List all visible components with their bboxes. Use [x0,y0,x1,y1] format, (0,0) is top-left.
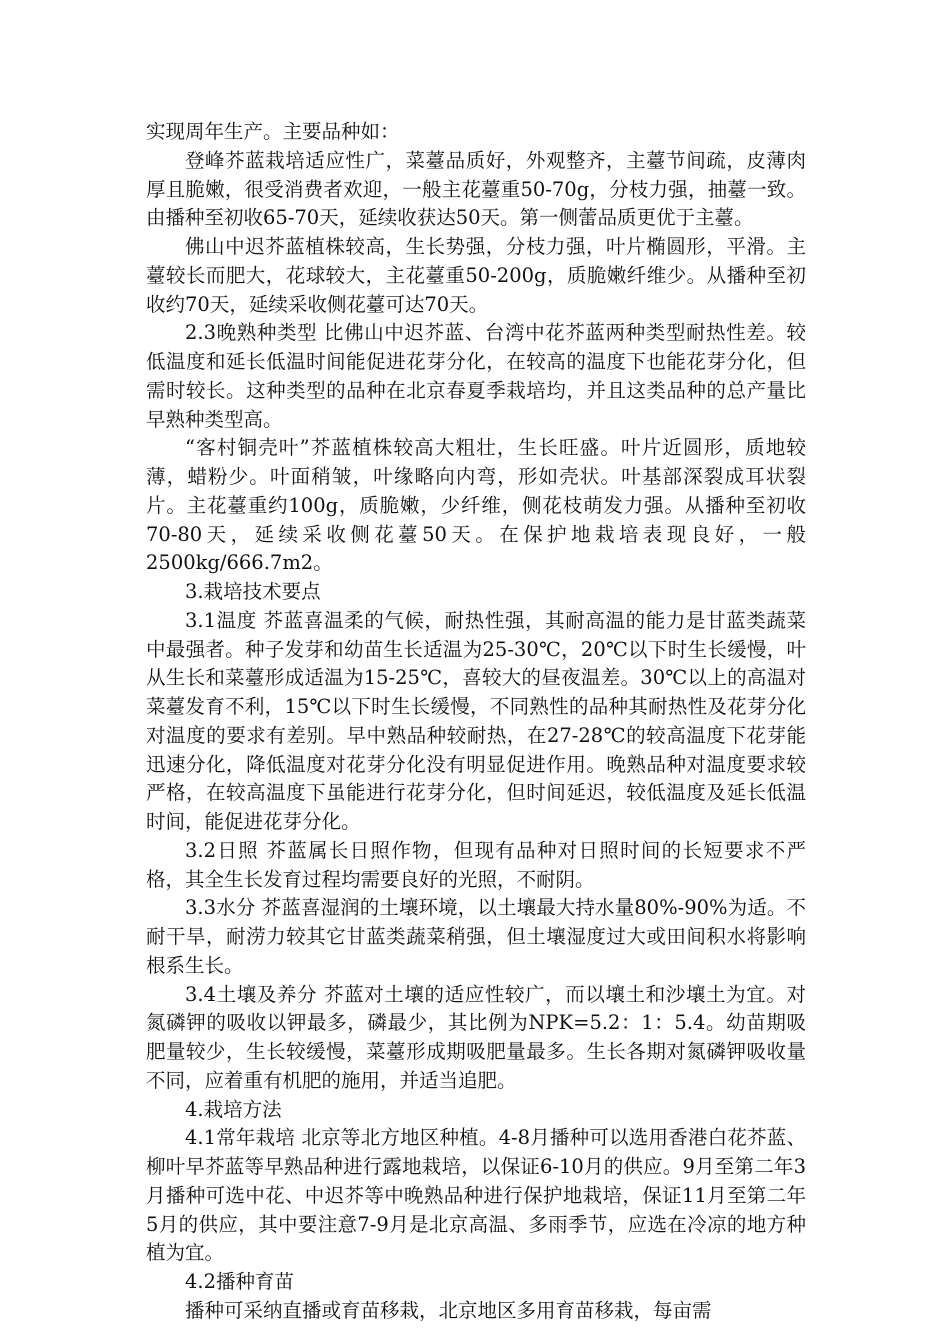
paragraph-temperature: 3.1温度 芥蓝喜温柔的气候，耐热性强，其耐高温的能力是甘蓝类蔬菜中最强者。种子发芽和幼苗生长适温为25-30℃，20℃以下时生长缓慢，叶从生长和菜薹形成适温为15-25℃，喜较大的昼夜温差。30℃以上的高温对菜薹发育不利，15℃以下时生长缓慢，不同熟性的品种其耐热性及花芽分化对温度的要求有差别。早中熟品种较耐热，在27-28℃的较高温度下花芽能迅速分化，降低温度对花芽分化没有明显促进作用。晚熟品种对温度要求较严格，在较高温度下虽能进行花芽分化，但时间延迟，较低温度及延长低温时间，能促进花芽分化。 [146,608,806,833]
paragraph-year-round-cultivation: 4.1常年栽培 北京等北方地区种植。4-8月播种可以选用香港白花芥蓝、柳叶早芥蓝等早熟品种进行露地栽培，以保证6-10月的供应。9月至第二年3月播种可选中花、中迟芥等中晚熟品种进行保护地栽培，保证11月至第二年5月的供应，其中要注意7-9月是北京高温、多雨季节，应选在冷凉的地方种植为宜。 [146,1126,806,1265]
paragraph-soil-nutrients: 3.4土壤及养分 芥蓝对土壤的适应性较广，而以壤土和沙壤土为宜。对氮磷钾的吸收以钾最多，磷最少，其比例为NPK=5.2：1：5.4。幼苗期吸肥量较少，生长较缓慢，菜薹形成期吸肥量最多。生长各期对氮磷钾吸收量不同，应着重有机肥的施用，并适当追肥。 [146,982,806,1092]
paragraph-intro-continuation: 实现周年生产。主要品种如： [146,120,400,143]
paragraph-foshan-variety: 佛山中迟芥蓝植株较高，生长势强，分枝力强，叶片椭圆形，平滑。主薹较长而肥大，花球较大，主花薹重50-200g，质脆嫩纤维少。从播种至初收约70天，延续采收侧花薹可达70天。 [146,235,806,316]
section-heading-sowing-seedlings: 4.2播种育苗 [185,1270,295,1293]
paragraph-sunlight: 3.2日照 芥蓝属长日照作物，但现有品种对日照时间的长短要求不严格，其全生长发育过程均需要良好的光照，不耐阴。 [146,838,806,891]
document-page [146,118,806,1326]
paragraph-sowing: 播种可采纳直播或育苗移栽，北京地区多用育苗移栽，每亩需 [185,1298,712,1322]
paragraph-late-maturing-type: 2.3晚熟种类型 比佛山中迟芥蓝、台湾中花芥蓝两种类型耐热性差。较低温度和延长低温时间能促进花芽分化，在较高的温度下也能花芽分化，但需时较长。这种类型的品种在北京春夏季栽培均，并且这类品种的总产量比早熟种类型高。 [146,321,806,431]
section-heading-cultivation-points: 3.栽培技术要点 [185,580,321,603]
paragraph-water: 3.3水分 芥蓝喜湿润的土壤环境，以土壤最大持水量80%-90%为适。不耐干旱，耐涝力较其它甘蓝类蔬菜稍强，但土壤湿度过大或田间积水将影响根系生长。 [146,896,806,977]
paragraph-kecun-variety: “客村铜壳叶”芥蓝植株较高大粗壮，生长旺盛。叶片近圆形，质地较薄，蜡粉少。叶面稍皱，叶缘略向内弯，形如壳状。叶基部深裂成耳状裂片。主花薹重约100g，质脆嫩，少纤维，侧花枝萌发力强。从播种至初收70-80天，延续采收侧花薹50天。在保护地栽培表现良好，一般2500kg/666.7m2。 [146,436,806,575]
paragraph-dengfeng-variety: 登峰芥蓝栽培适应性广，菜薹品质好，外观整齐，主薹节间疏，皮薄肉厚且脆嫩，很受消费者欢迎，一般主花薹重50-70g，分枝力强，抽薹一致。由播种至初收65-70天，延续收获达50天。第一侧蕾品质更优于主薹。 [146,148,806,230]
section-heading-cultivation-methods: 4.栽培方法 [185,1097,282,1121]
